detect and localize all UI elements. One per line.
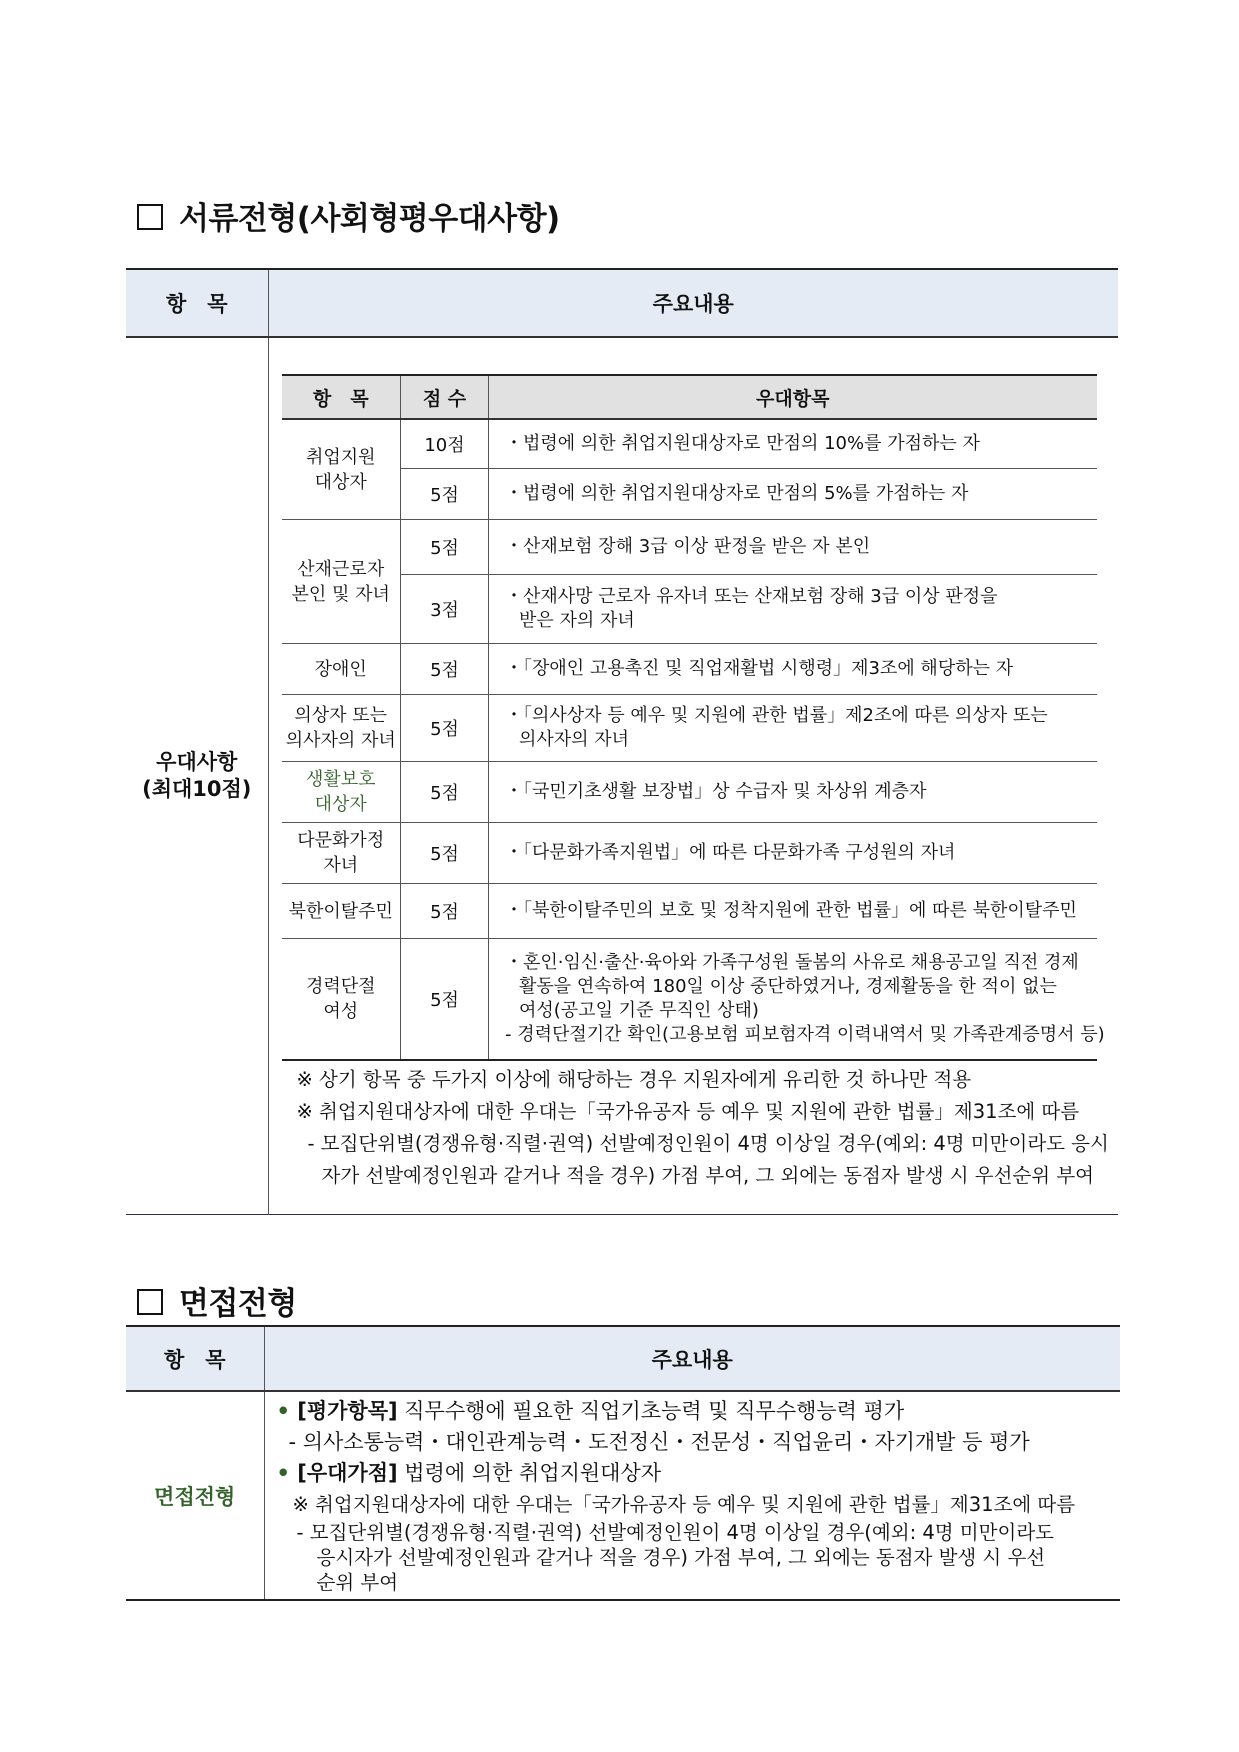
category-line: 북한이탈주민 — [288, 900, 393, 922]
score-cell: 5점 — [401, 823, 489, 884]
table-row — [282, 575, 1097, 644]
description-line: ・산재사망 근로자 유자녀 또는 산재보험 장해 3급 이상 판정을 — [505, 586, 998, 607]
content-line: - 의사소통능력・대인관계능력・도전정신・전문성・직업윤리・자기개발 등 평가 — [288, 1430, 1030, 1454]
header-item: 항 목 — [126, 269, 268, 337]
description-line: ・「다문화가족지원법」에 따른 다문화가족 구성원의 자녀 — [505, 842, 956, 863]
category-cell — [282, 419, 401, 520]
document-screening-table — [126, 268, 1118, 1215]
preference-description — [489, 644, 1097, 695]
row-label-line: (최대10점) — [142, 776, 252, 801]
score-cell: 5점 — [401, 644, 489, 695]
description-line: ・혼인·임신·출산·육아와 가족구성원 돌봄의 사유로 채용공고일 직전 경제 — [505, 952, 1079, 973]
content-line: ※ 취업지원대상자에 대한 우대는「국가유공자 등 예우 및 지원에 관한 법률」제31조에 따름 — [292, 1493, 1076, 1516]
score-cell: 5점 — [401, 939, 489, 1061]
table-row — [282, 939, 1097, 1061]
content-line: 순위 부여 — [316, 1571, 399, 1594]
score-cell: 5점 — [401, 469, 489, 520]
description-line: 의사자의 자녀 — [519, 729, 630, 750]
section-title — [137, 1278, 297, 1323]
description-line: 여성(공고일 기준 무직인 상태) — [519, 1000, 759, 1021]
category-cell — [282, 939, 401, 1061]
checkbox-square-icon — [137, 204, 163, 230]
table-header-row — [126, 269, 1118, 337]
preference-subtable — [282, 374, 1105, 1061]
description-line: ・「의사상자 등 예우 및 지원에 관한 법률」제2조에 따른 의상자 또는 — [505, 705, 1048, 726]
section-title-text: 서류전형(사회형평우대사항) — [179, 201, 560, 237]
preference-description — [489, 884, 1097, 939]
main-content-cell — [268, 337, 1118, 1215]
description-line: ・법령에 의한 취업지원대상자로 만점의 5%를 가점하는 자 — [505, 483, 969, 504]
section-title-text: 면접전형 — [179, 1286, 297, 1322]
interview-table — [126, 1325, 1120, 1601]
table-row — [282, 884, 1097, 939]
content-strong: [우대가점] — [297, 1461, 398, 1485]
score-cell: 3점 — [401, 575, 489, 644]
subheader-score: 점 수 — [401, 375, 489, 419]
header-content: 주요내용 — [268, 269, 1118, 337]
category-line: 산재근로자 — [297, 558, 385, 580]
preference-description — [489, 939, 1105, 1061]
description-line: ・산재보험 장해 3급 이상 판정을 받은 자 본인 — [505, 536, 871, 557]
checkbox-square-icon — [137, 1289, 163, 1315]
preference-description — [489, 419, 1097, 469]
bullet-icon: • — [276, 1399, 298, 1423]
score-cell: 5점 — [401, 695, 489, 762]
content-strong: [평가항목] — [297, 1399, 398, 1423]
row-label — [126, 337, 268, 1215]
table-row — [282, 520, 1097, 575]
category-line: 생활보호 — [305, 769, 376, 790]
category-line: 본인 및 자녀 — [291, 583, 390, 605]
description-line: 받은 자의 자녀 — [519, 610, 635, 631]
category-line: 경력단절 — [305, 976, 376, 997]
content-text: 직무수행에 필요한 직업기초능력 및 직무수행능력 평가 — [397, 1399, 905, 1423]
content-line — [277, 1458, 1117, 1489]
description-line: ・「장애인 고용촉진 및 직업재활법 시행령」제3조에 해당하는 자 — [505, 658, 1014, 679]
header-item: 항 목 — [126, 1326, 264, 1391]
category-cell — [282, 884, 401, 939]
description-line: 활동을 연속하여 180일 이상 중단하였거나, 경제활동을 한 적이 없는 — [519, 976, 1057, 997]
interview-content-cell — [264, 1391, 1120, 1600]
preference-description — [489, 520, 1097, 575]
category-cell — [282, 695, 401, 762]
table-row — [282, 419, 1097, 469]
content-text: 법령에 의한 취업지원대상자 — [397, 1461, 662, 1485]
category-line: 대상자 — [314, 794, 367, 815]
preference-description — [489, 469, 1097, 520]
note-line: 자가 선발예정인원과 같거나 적을 경우) 가점 부여, 그 외에는 동점자 발생 시 우선순위 부여 — [321, 1164, 1095, 1187]
preference-description — [489, 823, 1097, 884]
category-line: 취업지원 — [305, 446, 376, 468]
description-line: - 경력단절기간 확인(고용보험 피보험자격 이력내역서 및 가족관계증명서 등) — [505, 1024, 1105, 1045]
subheader-preference: 우대항목 — [489, 375, 1097, 419]
content-line — [277, 1396, 1117, 1427]
table-row — [126, 1391, 1120, 1600]
preference-description — [489, 695, 1097, 762]
row-label-line: 우대사항 — [156, 749, 238, 774]
note-line: ※ 상기 항목 중 두가지 이상에 해당하는 경우 지원자에게 유리한 것 하나만 적용 — [296, 1068, 972, 1091]
category-line: 의사자의 자녀 — [285, 730, 396, 751]
table-row — [282, 823, 1097, 884]
note-line: - 모집단위별(경쟁유형·직렬·권역) 선발예정인원이 4명 이상일 경우(예외: 4명 미만이라도 응시 — [307, 1132, 1109, 1155]
category-line: 의상자 또는 — [294, 705, 388, 726]
score-cell: 10점 — [401, 419, 489, 469]
subtable-header-row — [282, 375, 1097, 419]
category-cell — [282, 520, 401, 644]
score-cell: 5점 — [401, 762, 489, 823]
content-line: 응시자가 선발예정인원과 같거나 적을 경우) 가점 부여, 그 외에는 동점자 발생 시 우선 — [316, 1546, 1046, 1569]
category-cell — [282, 823, 401, 884]
description-line: ・「북한이탈주민의 보호 및 정착지원에 관한 법률」에 따른 북한이탈주민 — [505, 900, 1077, 921]
score-cell: 5점 — [401, 884, 489, 939]
description-line: ・법령에 의한 취업지원대상자로 만점의 10%를 가점하는 자 — [505, 433, 980, 454]
table-row — [282, 644, 1097, 695]
category-cell — [282, 644, 401, 695]
description-line: ・「국민기초생활 보장법」상 수급자 및 차상위 계층자 — [505, 781, 927, 802]
table-row — [282, 762, 1097, 823]
category-line: 다문화가정 — [297, 830, 385, 851]
table-row — [126, 337, 1118, 1215]
category-line: 자녀 — [323, 855, 359, 876]
table-row — [282, 469, 1097, 520]
notes — [282, 1064, 1109, 1192]
content-line: - 모집단위별(경쟁유형·직렬·권역) 선발예정인원이 4명 이상일 경우(예외: 4명 미만이라도 — [296, 1521, 1054, 1544]
header-content: 주요내용 — [264, 1326, 1120, 1391]
interview-row-label: 면접전형 — [126, 1391, 264, 1600]
subheader-item: 항 목 — [282, 375, 401, 419]
bullet-icon: • — [276, 1461, 298, 1485]
category-line: 대상자 — [314, 471, 367, 493]
preference-description — [489, 762, 1097, 823]
table-header-row — [126, 1326, 1120, 1391]
category-line: 여성 — [323, 1001, 359, 1022]
note-line: ※ 취업지원대상자에 대한 우대는「국가유공자 등 예우 및 지원에 관한 법률」제31조에 따름 — [296, 1100, 1080, 1123]
score-cell: 5점 — [401, 520, 489, 575]
category-line: 장애인 — [314, 658, 367, 680]
preference-description — [489, 575, 1097, 644]
category-cell — [282, 762, 401, 823]
table-row — [282, 695, 1097, 762]
section-title — [137, 193, 560, 238]
